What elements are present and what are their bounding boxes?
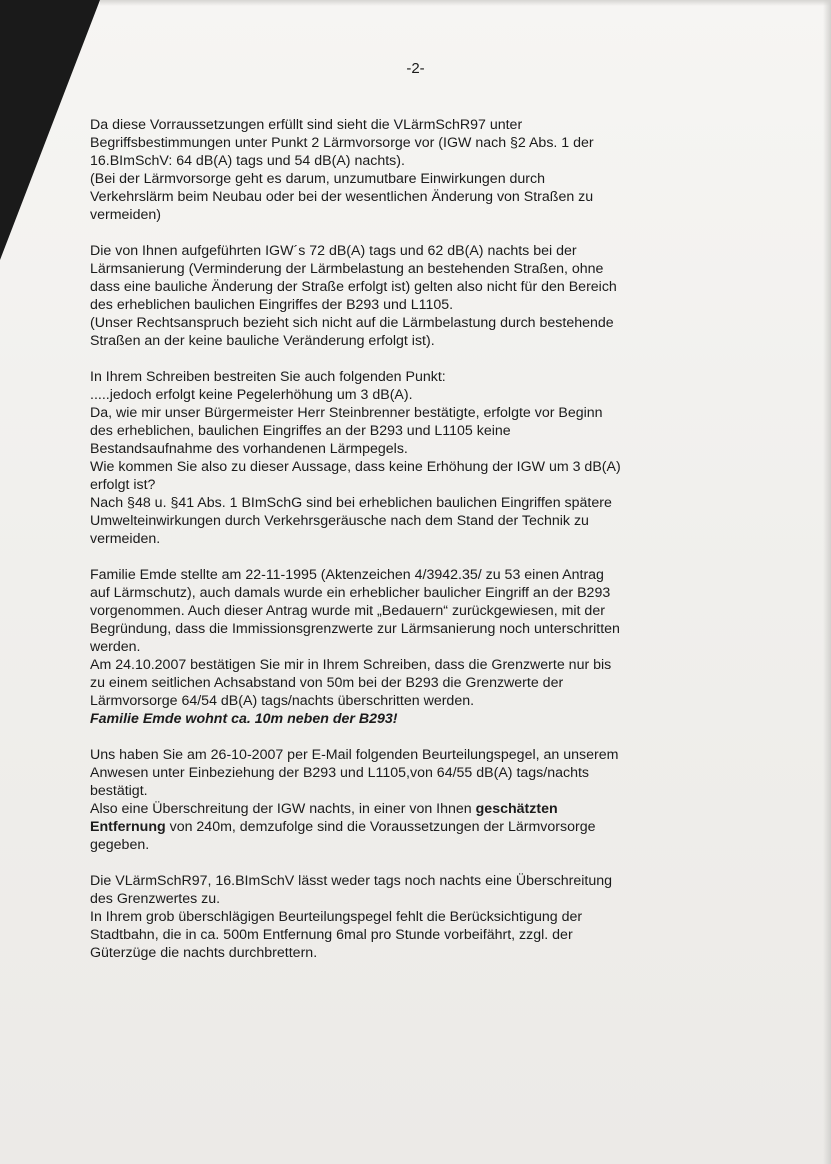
scan-right-edge [823,0,831,1164]
paragraph-email-assessment [90,746,730,854]
letter-body [90,116,730,980]
page-number: -2- [406,60,425,77]
paragraph-conclusion: Die VLärmSchR97, 16.BImSchV lässt weder tags noch nachts eine Überschreitung des Grenzwertes zu. In Ihrem grob überschlägigen Beurteilungspegel fehlt die Berücksichtigung der Stadtbahn, die in ca. 500m Entfernung 6mal pro Stunde vorbeifährt, zzgl. der Güterzüge die nachts durchbrettern. [90,873,613,961]
paragraph-level-increase: In Ihrem Schreiben bestreiten Sie auch folgenden Punkt: .....jedoch erfolgt keine Pegelerhöhung um 3 dB(A). Da, wie mir unser Bürgermeister Herr Steinbrenner bestätigte, erfolgte vor Beginn des erheblichen, baulichen Eingriffes an der B293 und L1105 keine Bestandsaufnahme des vorhandenen Lärmpegels. Wie kommen Sie also zu dieser Aussage, dass keine Erhöhung der IGW um 3 dB(A) erfolgt ist? Nach §48 u. §41 Abs. 1 BImSchG sind bei erheblichen baulichen Eingriffen spätere Umwelteinwirkungen durch Verkehrsgeräusche nach dem Stand der Technik zu vermeiden. [90,369,621,547]
scan-shadow-corner [0,0,100,260]
scan-top-edge [100,0,831,6]
email-text-after: von 240m, demzufolge sind die Voraussetzungen der Lärmvorsorge gegeben. [90,819,596,853]
email-text-before: Uns haben Sie am 26-10-2007 per E-Mail folgenden Beurteilungspegel, an unserem Anwesen unter Einbeziehung der B293 und L1105,von 64/55 dB(A) tags/nachts bestätigt. Also eine Überschreitung der IGW nachts, in einer von Ihnen [90,747,619,817]
paragraph-preconditions: Da diese Vorraussetzungen erfüllt sind sieht die VLärmSchR97 unter Begriffsbestimmungen unter Punkt 2 Lärmvorsorge vor (IGW nach §2 Abs. 1 der 16.BImSchV: 64 dB(A) tags und 54 dB(A) nachts). (Bei der Lärmvorsorge geht es darum, unzumutbare Einwirkungen durch Verkehrslärm beim Neubau oder bei der wesentlichen Änderung von Straßen zu vermeiden) [90,117,594,223]
emde-text: Familie Emde stellte am 22-11-1995 (Aktenzeichen 4/3942.35/ zu 53 einen Antrag auf Lärmschutz), auch damals wurde ein erheblicher baulicher Eingriff an der B293 vorgenommen. Auch dieser Antrag wurde mit „Bedauern“ zurückgewiesen, mit der Begründung, dass die Immissionsgrenzwerte zur Lärmsanierung noch unterschritten werden. Am 24.10.2007 bestätigen Sie mir in Ihrem Schreiben, dass die Grenzwerte nur bis zu einem seitlichen Achsabstand von 50m bei der B293 die Grenzwerte der Lärmvorsorge 64/54 dB(A) tags/nachts überschritten werden. [90,567,620,709]
email-bold-estimated: geschätzten Entfernung [90,801,558,835]
paragraph-igw-remediation: Die von Ihnen aufgeführten IGW´s 72 dB(A) tags und 62 dB(A) nachts bei der Lärmsanierung (Verminderung der Lärmbelastung an bestehenden Straßen, ohne dass eine bauliche Änderung der Straße erfolgt ist) gelten also nicht für den Bereich des erheblichen baulichen Eingriffes der B293 und L1105. (Unser Rechtsanspruch bezieht sich nicht auf die Lärmbelastung durch bestehende Straßen an der keine bauliche Veränderung erfolgt ist). [90,243,617,349]
emde-emphasis: Familie Emde wohnt ca. 10m neben der B293! [90,711,398,727]
paragraph-emde-family [90,566,730,728]
